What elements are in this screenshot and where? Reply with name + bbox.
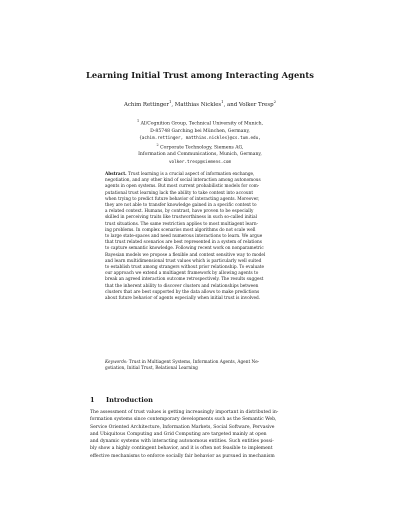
paper-title: Learning Initial Trust among Interacting Agents [86, 70, 314, 80]
abstract-line: agents in open systems. But most current probabilistic models for com- [105, 184, 260, 190]
body-line: and dynamic systems with interacting autonomous entities. Such entities possi- [90, 439, 274, 445]
introduction-text [90, 409, 312, 460]
affiliation-text: AI/Cognition Group, Technical University of Munich, [140, 121, 264, 127]
abstract [105, 172, 296, 302]
section-heading [90, 396, 310, 404]
keywords-heading: Keywords: [105, 360, 128, 365]
abstract-line: negotiation, and any other kind of social interaction among autonomous [105, 178, 261, 184]
abstract-line: break an agreed interaction outcome retrospectively. The results suggest [105, 277, 264, 283]
keywords [105, 360, 296, 373]
author-affiliation-mark: 1 [168, 99, 172, 104]
abstract-line: a related context. Humans, by contrast, have proven to be especially [105, 209, 254, 215]
abstract-line: putational trust learning lack the ability to take context into account [105, 190, 254, 196]
affiliations [0, 118, 400, 166]
abstract-text: Trust learning is a crucial aspect of information exchange, [128, 172, 255, 177]
abstract-line: our approach we extend a multiagent framework by allowing agents to [105, 271, 259, 277]
abstract-line: and learn multidimensional trust values which is particularly well suited [105, 258, 262, 264]
abstract-line: to large state-spaces and need numerous interactions to learn. We argue [105, 234, 263, 240]
abstract-line: Bayesian models we propose a flexible and context sensitive way to model [105, 252, 266, 258]
affiliation-2-email: volker.tresp@siemens.com [168, 159, 232, 165]
affiliation-1-line1 [0, 118, 400, 128]
author-name: Matthias Nickles [174, 101, 222, 108]
abstract-line: to establish trust among strangers without prior relationship. To evaluate [105, 265, 264, 271]
author-list [0, 99, 400, 108]
affiliation-1-email: {achim.rettinger, matthias.nickles}@cs.tum.edu, [139, 135, 261, 141]
affiliation-2-line2: Information and Communications, Munich, Germany, [138, 152, 262, 158]
abstract-line: clusters that are best supported by the data allows to make predictions [105, 289, 260, 295]
author-separator: , [171, 101, 175, 108]
affiliation-1-line2: D-85748 Garching bei München, Germany, [150, 128, 250, 134]
keywords-text: Trust in Multiagent Systems, Information Agents, Agent Ne- [128, 360, 260, 365]
abstract-line: when trying to predict future behavior of interacting agents. Moreover, [105, 196, 260, 202]
author-affiliation-mark: 2 [273, 99, 276, 104]
affiliation-mark: 2 [156, 142, 159, 147]
abstract-line: about future behavior of agents especially when initial trust is involved. [105, 296, 261, 302]
author-separator: , and [223, 101, 239, 108]
body-line: and Ubiquitous Computing and Grid Computing are targeted mainly at open [90, 431, 267, 437]
abstract-line: ing problems. In complex scenarios most algorithms do not scale well [105, 227, 256, 233]
author-affiliation-mark: 1 [221, 99, 224, 104]
affiliation-text: Corporate Technology, Siemens AG, [160, 145, 244, 151]
abstract-line: that trust related scenarios are best represented in a system of relations [105, 240, 262, 246]
abstract-line: they are not able to transfer knowledge gained in a specific context to [105, 203, 257, 209]
body-line: formation systems since contemporary developments such as the Semantic Web, [90, 417, 277, 423]
abstract-line: to capture semantic knowledge. Following recent work on nonparametric [105, 246, 264, 252]
author-name: Achim Rettinger [124, 101, 169, 108]
section-number: 1 [90, 396, 95, 404]
affiliation-2-line1 [0, 142, 400, 152]
body-line: Service Oriented Architecture, Information Markets, Social Software, Pervasive [90, 424, 275, 430]
keywords-line: gotiation, Initial Trust, Relational Learning [105, 366, 198, 372]
section-title: Introduction [106, 396, 153, 404]
body-line: bly show a highly contingent behavior, and it is often not feasible to implement [90, 446, 273, 452]
body-line: effective mechanisms to enforce socially fair behavior as pursued in mechanism [90, 453, 275, 459]
abstract-heading: Abstract. [105, 172, 127, 177]
abstract-line: skilled in perceiving traits like trustworthiness in such so-called initial [105, 215, 257, 221]
affiliation-mark: 1 [136, 119, 140, 123]
body-line: The assessment of trust values is getting increasingly important in distributed in- [90, 410, 279, 415]
abstract-line: trust situations. The same restriction applies to most multiagent learn- [105, 221, 259, 227]
abstract-line: that the inherent ability to discover clusters and relationships between [105, 283, 259, 289]
author-name: Volker Tresp [238, 101, 274, 108]
